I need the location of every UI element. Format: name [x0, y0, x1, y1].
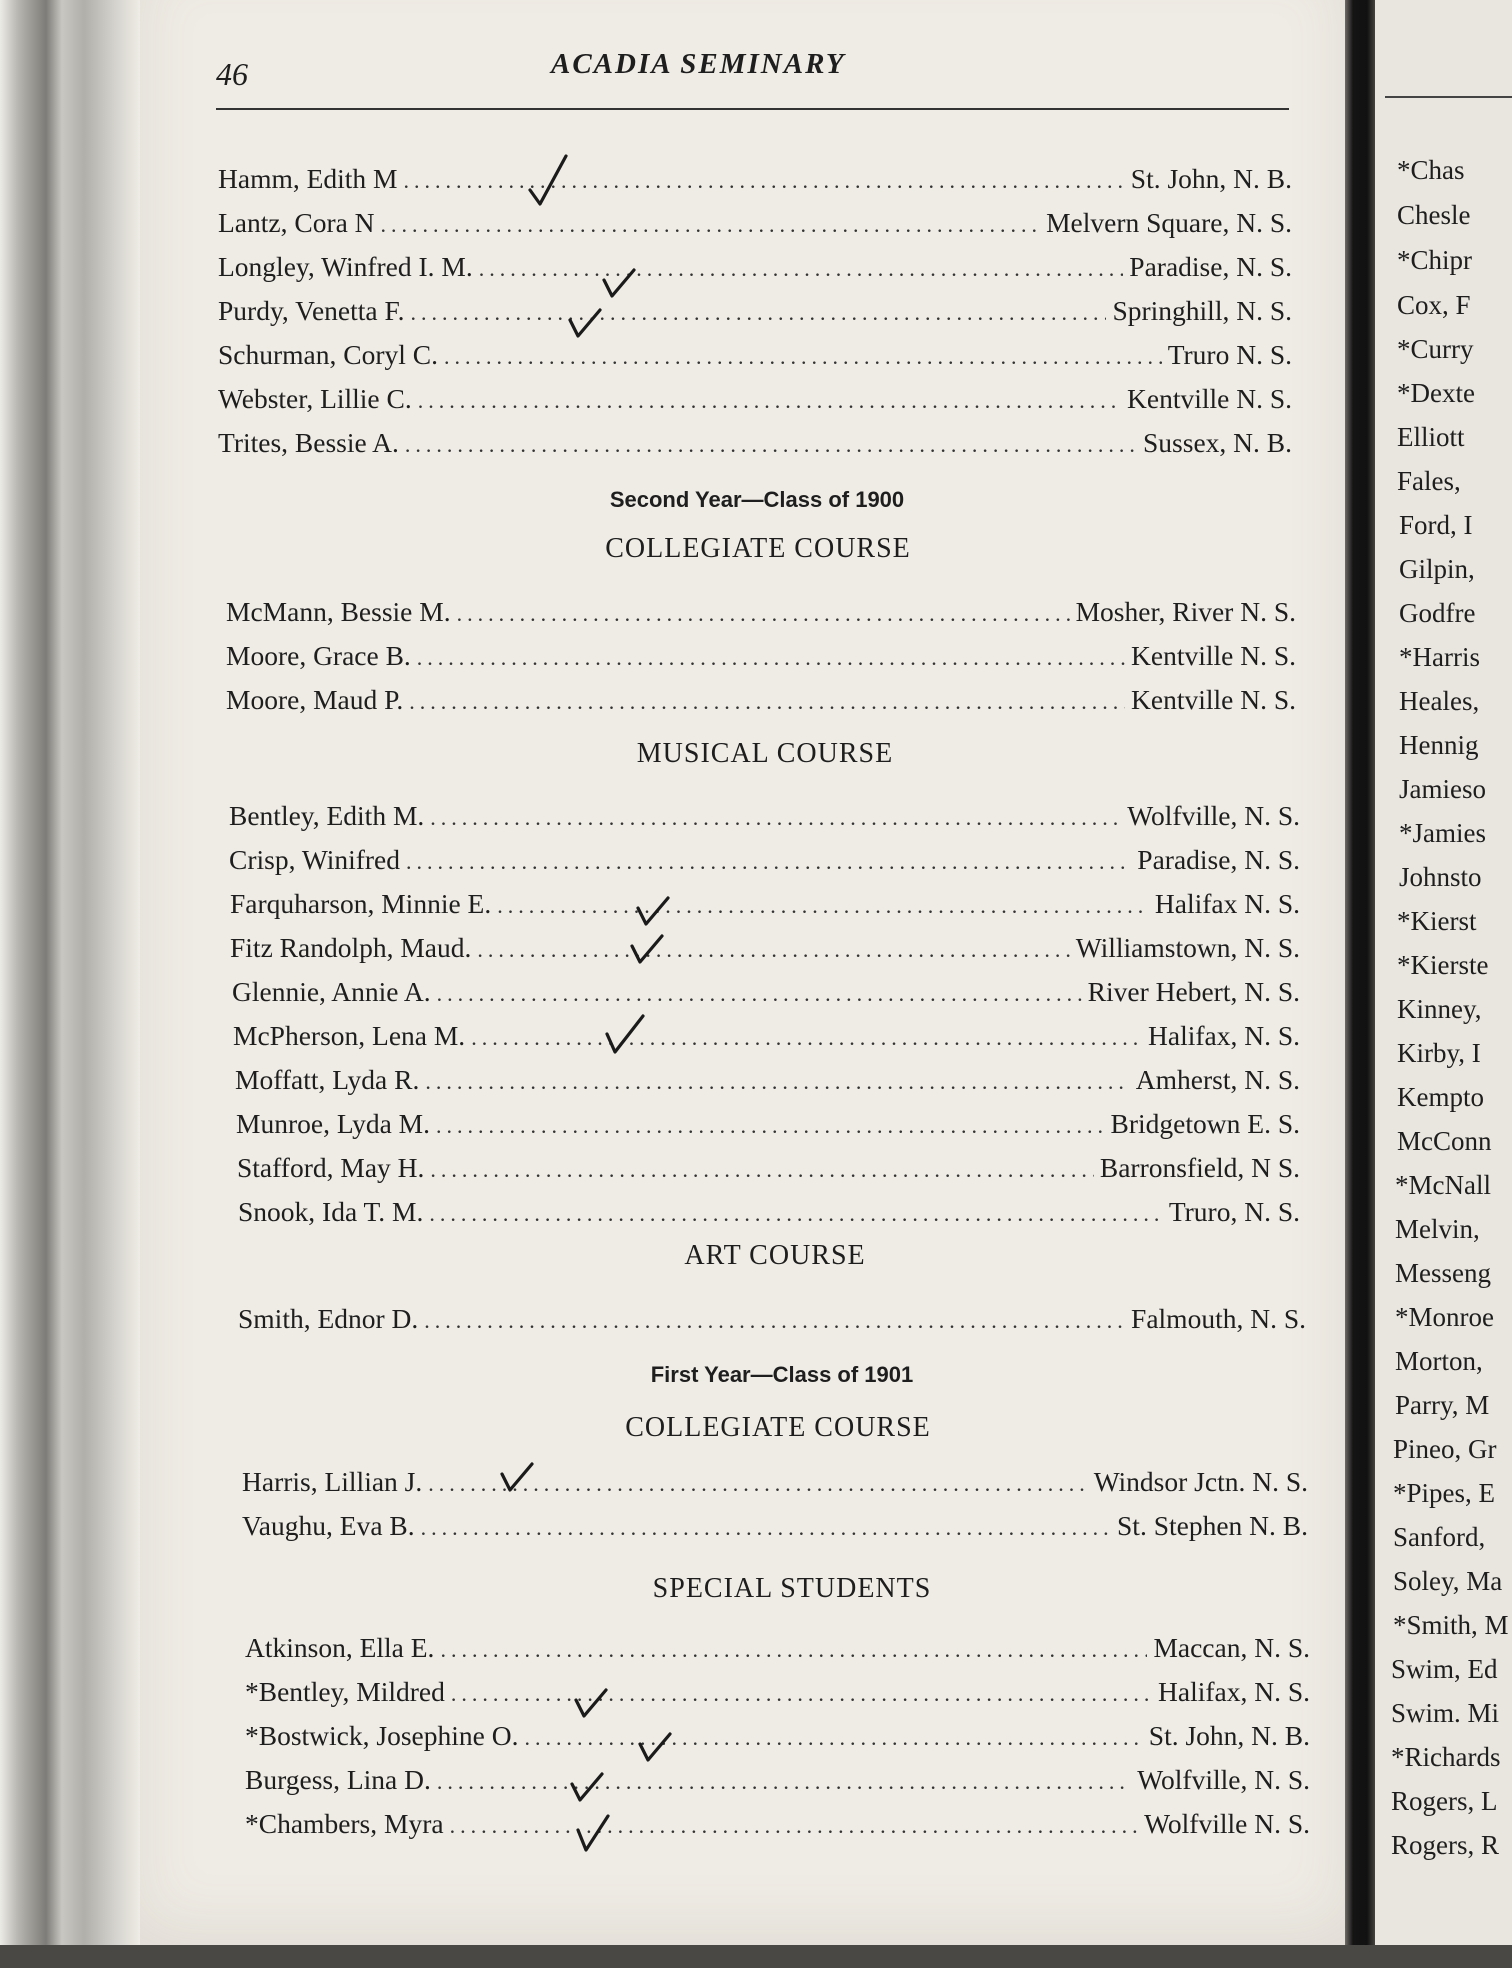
student-entry: [230, 888, 1300, 920]
student-name: Smith, Ednor D.: [238, 1303, 419, 1334]
student-hometown: Sussex, N. B.: [1143, 427, 1292, 458]
dot-leader: [417, 645, 1125, 671]
student-name: Glennie, Annie A.: [232, 976, 431, 1007]
student-name: Snook, Ida T. M.: [238, 1196, 424, 1227]
right-page-entry-fragment: *Chipr: [1397, 245, 1473, 275]
dot-leader: [444, 344, 1162, 370]
heading-art-course: ART COURSE: [684, 1240, 866, 1271]
student-hometown: Kentville N. S.: [1127, 383, 1292, 414]
right-page-entry-fragment: *Jamies: [1399, 818, 1486, 848]
checkmark-icon: [634, 890, 674, 930]
student-hometown: Williamstown, N. S.: [1075, 932, 1300, 963]
dot-leader: [405, 432, 1137, 458]
right-page-entry-fragment: Heales,: [1399, 686, 1480, 716]
right-page-entry-fragment: Elliott: [1397, 422, 1465, 452]
right-page-entry-fragment: Gilpin,: [1399, 554, 1475, 584]
dot-leader: [430, 1157, 1093, 1183]
right-page-entry-fragment: Kirby, I: [1397, 1038, 1481, 1068]
dot-leader: [479, 256, 1124, 282]
student-hometown: Bridgetown E. S.: [1110, 1108, 1300, 1139]
student-hometown: Halifax, N. S.: [1158, 1676, 1310, 1707]
heading-special-students: SPECIAL STUDENTS: [652, 1573, 932, 1604]
student-name: Trites, Bessie A.: [218, 427, 399, 458]
student-hometown: Wolfville, N. S.: [1137, 1764, 1310, 1795]
right-page-entry-fragment: Jamieso: [1399, 774, 1486, 804]
student-hometown: Halifax, N. S.: [1148, 1020, 1300, 1051]
right-page-entry-fragment: Rogers, R: [1391, 1830, 1499, 1860]
student-name: Harris, Lillian J.: [242, 1466, 423, 1497]
heading-collegiate-course: COLLEGIATE COURSE: [605, 533, 911, 564]
right-page-entry-fragment: McConn: [1397, 1126, 1492, 1156]
checkmark-icon: [498, 1456, 538, 1496]
student-name: Webster, Lillie C.: [218, 383, 412, 414]
checkmark-icon: [603, 1012, 647, 1058]
student-name: Lantz, Cora N: [218, 207, 375, 238]
section-title-first-year: First Year—Class of 1901: [650, 1362, 914, 1387]
student-entry: [226, 596, 1296, 628]
student-entry: [245, 1720, 1310, 1752]
student-name: Longley, Winfred I. M.: [218, 251, 473, 282]
student-hometown: Truro, N. S.: [1168, 1196, 1300, 1227]
right-page-entry-fragment: *McNall: [1395, 1170, 1491, 1200]
section-title-second-year: Second Year—Class of 1900: [609, 487, 905, 512]
heading-collegiate-course: COLLEGIATE COURSE: [625, 1412, 931, 1443]
student-entry: [245, 1632, 1310, 1664]
student-entry: [226, 684, 1296, 716]
dot-leader: [436, 1113, 1105, 1139]
checkmark-icon: [600, 262, 640, 302]
right-page-entry-fragment: Kempto: [1397, 1082, 1484, 1112]
student-entry: [245, 1764, 1310, 1796]
student-name: Munroe, Lyda M.: [236, 1108, 431, 1139]
dot-leader: [425, 1069, 1129, 1095]
student-entry: [242, 1510, 1308, 1542]
right-page-entry-fragment: Cox, F: [1397, 290, 1471, 320]
student-hometown: Barronsfield, N S.: [1099, 1152, 1300, 1183]
student-hometown: St. Stephen N. B.: [1117, 1510, 1308, 1541]
student-hometown: Truro N. S.: [1167, 339, 1292, 370]
student-name: Atkinson, Ella E.: [245, 1632, 435, 1663]
dot-leader: [421, 1515, 1111, 1541]
right-page-entry-fragment: *Pipes, E: [1393, 1478, 1496, 1508]
student-entry: [218, 383, 1292, 415]
right-page-entry-fragment: Pineo, Gr: [1393, 1434, 1497, 1464]
student-hometown: Kentville N. S.: [1131, 684, 1296, 715]
right-page-entry-fragment: Swim, Ed: [1391, 1654, 1498, 1684]
student-name: Fitz Randolph, Maud.: [230, 932, 472, 963]
student-hometown: Wolfville, N. S.: [1127, 800, 1300, 831]
student-hometown: Windsor Jctn. N. S.: [1093, 1466, 1308, 1497]
right-page-entry-fragment: *Kierste: [1397, 950, 1489, 980]
student-hometown: Maccan, N. S.: [1153, 1632, 1310, 1663]
dot-leader: [430, 805, 1121, 831]
dot-leader: [424, 1308, 1125, 1334]
checkmark-icon: [572, 1682, 612, 1722]
student-hometown: Paradise, N. S.: [1129, 251, 1292, 282]
student-entry: [229, 800, 1300, 832]
right-page-entry-fragment: *Curry: [1397, 334, 1474, 364]
student-name: Hamm, Edith M: [218, 163, 398, 194]
dot-leader: [381, 212, 1041, 238]
student-hometown: Wolfville N. S.: [1144, 1808, 1310, 1839]
heading-musical-course: MUSICAL COURSE: [636, 738, 894, 769]
student-name: Farquharson, Minnie E.: [230, 888, 492, 919]
student-name: Moffatt, Lyda R.: [235, 1064, 420, 1095]
student-name: *Bostwick, Josephine O.: [245, 1720, 519, 1751]
student-entry: [242, 1466, 1308, 1498]
student-name: McMann, Bessie M.: [226, 596, 451, 627]
right-page-entry-fragment: *Smith, M: [1393, 1610, 1509, 1640]
student-hometown: Falmouth, N. S.: [1131, 1303, 1306, 1334]
student-name: Burgess, Lina D.: [245, 1764, 431, 1795]
student-entry: [218, 339, 1292, 371]
student-hometown: St. John, N. B.: [1130, 163, 1292, 194]
student-entry: [229, 844, 1300, 876]
dot-leader: [524, 1725, 1142, 1751]
dot-leader: [477, 937, 1069, 963]
dot-leader: [410, 300, 1106, 326]
student-name: Bentley, Edith M.: [229, 800, 425, 831]
student-entry: [235, 1064, 1300, 1096]
dot-leader: [418, 388, 1121, 414]
student-name: Vaughu, Eva B.: [242, 1510, 415, 1541]
right-page-header-rule: [1385, 96, 1512, 98]
student-entry: [230, 932, 1300, 964]
right-page-entry-fragment: Swim. Mi: [1391, 1698, 1500, 1728]
student-hometown: Halifax N. S.: [1154, 888, 1300, 919]
right-page-entry-fragment: Hennig: [1399, 730, 1479, 760]
right-page-entry-fragment: *Dexte: [1397, 378, 1475, 408]
right-page-entry-fragment: Fales,: [1397, 466, 1461, 496]
dot-leader: [471, 1025, 1142, 1051]
book-gutter: [1345, 0, 1375, 1968]
dot-leader: [429, 1201, 1162, 1227]
right-page-entry-fragment: Parry, M: [1395, 1390, 1490, 1420]
right-page-entry-fragment: Johnsto: [1399, 862, 1482, 892]
right-page-entry-fragment: *Chas: [1397, 155, 1465, 185]
right-page-entry-fragment: Godfre: [1399, 598, 1476, 628]
scan-bottom-edge: [0, 1945, 1512, 1968]
dot-leader: [457, 601, 1070, 627]
checkmark-icon: [636, 1726, 676, 1766]
student-entry: [238, 1303, 1306, 1335]
right-page-entry-fragment: Melvin,: [1395, 1214, 1480, 1244]
checkmark-icon: [628, 928, 668, 968]
student-name: Crisp, Winifred: [229, 844, 401, 875]
checkmark-icon: [566, 302, 606, 342]
student-entry: [233, 1020, 1300, 1052]
right-page-entry-fragment: Messeng: [1395, 1258, 1491, 1288]
student-hometown: Mosher, River N. S.: [1075, 596, 1296, 627]
student-entry: [218, 207, 1292, 239]
student-name: McPherson, Lena M.: [233, 1020, 466, 1051]
right-page-entry-fragment: Ford, I: [1399, 510, 1473, 540]
right-page-entry-fragment: Chesle: [1397, 200, 1471, 230]
right-page-entry-fragment: Soley, Ma: [1393, 1566, 1503, 1596]
student-hometown: Kentville N. S.: [1131, 640, 1296, 671]
student-name: Moore, Maud P.: [226, 684, 404, 715]
student-name: Moore, Grace B.: [226, 640, 411, 671]
checkmark-icon: [574, 1810, 614, 1854]
page-header: [216, 38, 1289, 96]
right-page-entry-fragment: *Monroe: [1395, 1302, 1494, 1332]
dot-leader: [406, 849, 1131, 875]
student-entry: [218, 295, 1292, 327]
dot-leader: [497, 893, 1149, 919]
book-page-edges: [0, 0, 140, 1968]
right-page-entry-fragment: *Richards: [1391, 1742, 1501, 1772]
dot-leader: [409, 689, 1125, 715]
right-page-entry-fragment: *Harris: [1399, 642, 1480, 672]
student-entry: [236, 1108, 1300, 1140]
dot-leader: [404, 168, 1125, 194]
student-hometown: Amherst, N. S.: [1135, 1064, 1300, 1095]
dot-leader: [440, 1637, 1147, 1663]
student-hometown: Springhill, N. S.: [1112, 295, 1292, 326]
student-entry: [238, 1196, 1300, 1228]
student-entry: [218, 251, 1292, 283]
right-page-entry-fragment: Morton,: [1395, 1346, 1483, 1376]
student-entry: [245, 1676, 1310, 1708]
student-hometown: Melvern Square, N. S.: [1046, 207, 1292, 238]
student-hometown: Paradise, N. S.: [1137, 844, 1300, 875]
checkmark-icon: [526, 152, 570, 210]
right-page: [1375, 0, 1512, 1968]
student-entry: [237, 1152, 1300, 1184]
dot-leader: [451, 1681, 1152, 1707]
student-name: Purdy, Venetta F.: [218, 295, 405, 326]
student-hometown: River Hebert, N. S.: [1087, 976, 1300, 1007]
running-head: ACADIA SEMINARY: [551, 48, 846, 80]
student-entry: [232, 976, 1300, 1008]
student-hometown: St. John, N. B.: [1148, 1720, 1310, 1751]
student-name: *Chambers, Myra: [245, 1808, 444, 1839]
student-name: Schurman, Coryl C.: [218, 339, 438, 370]
dot-leader: [437, 981, 1082, 1007]
page-number: 46: [216, 56, 248, 92]
header-rule: [216, 108, 1289, 110]
dot-leader: [437, 1769, 1131, 1795]
right-page-entry-fragment: Sanford,: [1393, 1522, 1486, 1552]
student-name: Stafford, May H.: [237, 1152, 425, 1183]
student-entry: [218, 427, 1292, 459]
student-entry: [245, 1808, 1310, 1840]
student-entry: [226, 640, 1296, 672]
right-page-entry-fragment: Rogers, L: [1391, 1786, 1498, 1816]
student-entry: [218, 163, 1292, 195]
right-page-entry-fragment: *Kierst: [1397, 906, 1477, 936]
dot-leader: [450, 1813, 1139, 1839]
right-page-entry-fragment: Kinney,: [1397, 994, 1482, 1024]
checkmark-icon: [568, 1766, 608, 1806]
student-name: *Bentley, Mildred: [245, 1676, 445, 1707]
